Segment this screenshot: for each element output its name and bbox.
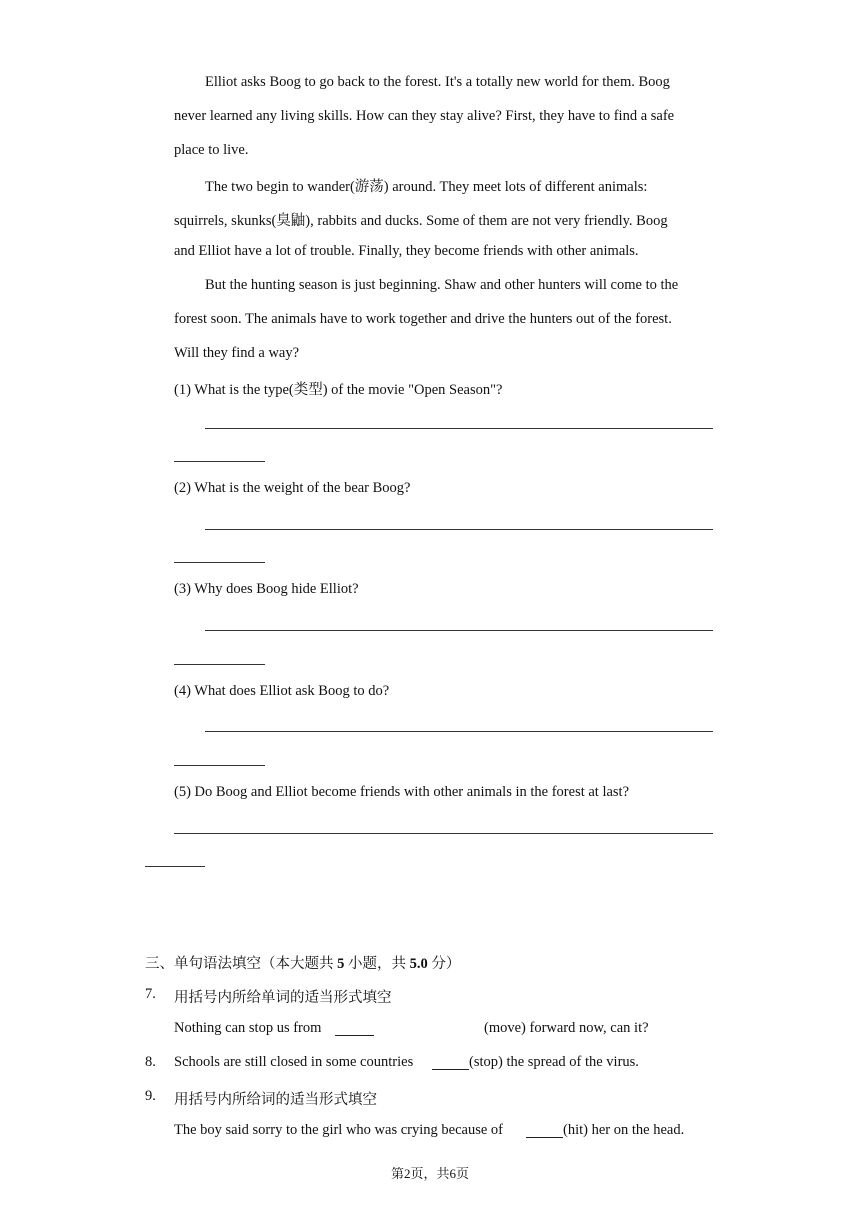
passage-line: But the hunting season is just beginning. Shaw and other hunters will come to the [205,277,679,293]
answer-line-4-continued[interactable] [174,765,265,766]
item-9-pre: The boy said sorry to the girl who was crying because of [174,1122,503,1138]
answer-line-5[interactable] [174,833,713,834]
question-2: (2) What is the weight of the bear Boog? [174,480,411,496]
item-8-blank[interactable] [432,1057,469,1070]
item-7-blank[interactable] [335,1023,374,1036]
passage-line: forest soon. The animals have to work together and drive the hunters out of the forest. [174,311,672,327]
answer-line-2[interactable] [205,529,713,530]
answer-line-3[interactable] [205,630,713,631]
item-7-post: (move) forward now, can it? [484,1020,649,1036]
answer-line-1[interactable] [205,428,713,429]
heading-prefix: 三、单句语法填空（本大题共 [145,956,334,972]
item-8-pre: Schools are still closed in some countries [174,1054,414,1070]
answer-line-1-continued[interactable] [174,461,265,462]
question-1: (1) What is the type(类型) of the movie "Open Season"? [174,382,503,398]
answer-line-2-continued[interactable] [174,562,265,563]
question-5: (5) Do Boog and Elliot become friends with other animals in the forest at last? [174,784,630,800]
passage-line: Elliot asks Boog to go back to the forest. It's a totally new world for them. Boog [205,74,670,90]
item-7-instruction: 用括号内所给单词的适当形式填空 [174,990,392,1006]
heading-count: 5 [337,956,345,972]
item-8-post: (stop) the spread of the virus. [469,1054,639,1070]
section-heading [145,952,460,973]
question-4: (4) What does Elliot ask Boog to do? [174,683,390,699]
answer-line-4[interactable] [205,731,713,732]
passage-line: place to live. [174,142,249,158]
item-9-instruction: 用括号内所给词的适当形式填空 [174,1092,377,1108]
item-9-number: 9. [145,1088,156,1104]
answer-line-3-continued[interactable] [174,664,265,665]
answer-line-5-continued[interactable] [145,866,205,867]
item-7-sentence [174,1020,321,1037]
passage-line: The two begin to wander(游荡) around. They meet lots of different animals: [205,179,648,195]
heading-mid: 小题，共 [348,956,406,972]
item-8-number: 8. [145,1054,156,1070]
item-7-number: 7. [145,986,156,1002]
passage-line: squirrels, skunks(臭鼬), rabbits and ducks. Some of them are not very friendly. Boog [174,213,668,229]
question-3: (3) Why does Boog hide Elliot? [174,581,359,597]
heading-suffix: 分） [431,956,461,972]
heading-score: 5.0 [409,956,428,972]
item-7-pre: Nothing can stop us from [174,1020,322,1036]
item-9-blank[interactable] [526,1125,563,1138]
passage-line: Will they find a way? [174,345,300,361]
passage-line: never learned any living skills. How can they stay alive? First, they have to find a safe [174,108,675,124]
page-footer: 第2页，共6页 [390,1166,469,1181]
item-9-post: (hit) her on the head. [563,1122,685,1138]
passage-line: and Elliot have a lot of trouble. Finally, they become friends with other animals. [174,243,639,259]
